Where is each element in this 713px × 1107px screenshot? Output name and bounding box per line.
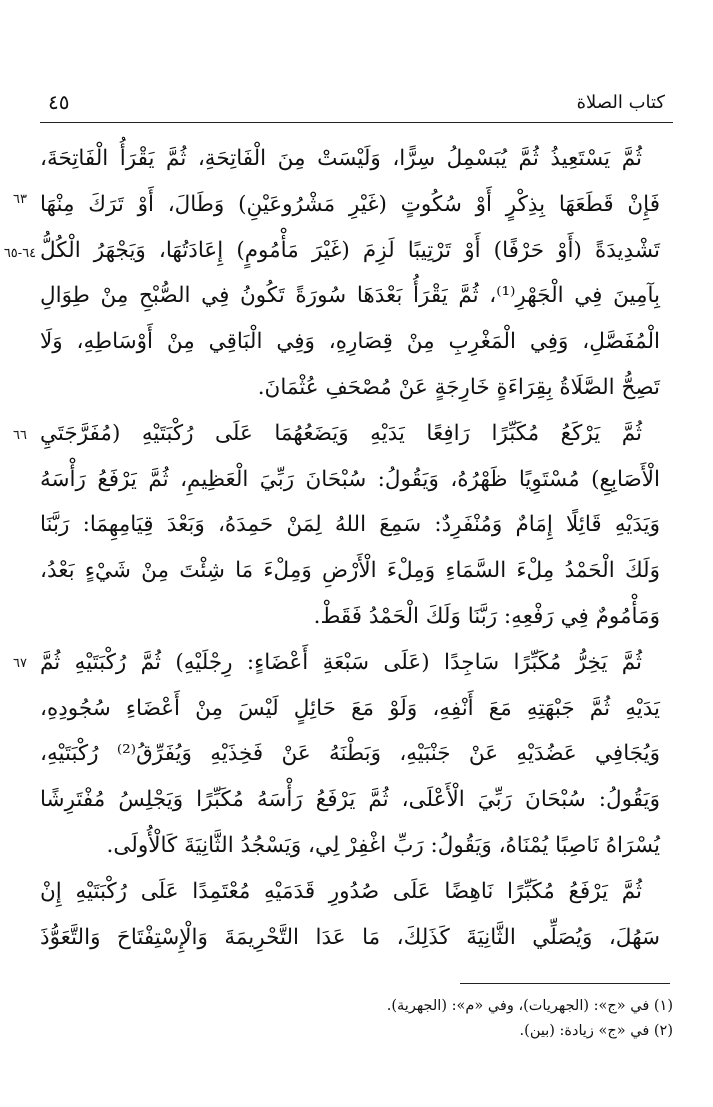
text-line: وَيَقُولُ: سُبْحَانَ رَبِّيَ الْأَعْلَى، ثُمَّ يَرْفَعُ رَأْسَهُ مُكَبِّرًا وَيَجْلِسُ مُفْتَرِشًا (40, 787, 660, 813)
text-line: الْأَصَابِعِ) مُسْتَوِيًا ظَهْرُهُ، وَيَقُولُ: سُبْحَانَ رَبِّيَ الْعَظِيمِ، ثُمَّ يَرْفَعُ رَأْسَهُ (40, 466, 660, 492)
text-line: بِآمِينَ فِي الْجَهْرِ⁽¹⁾، ثُمَّ يَقْرَأُ بَعْدَهَا سُورَةً تَكُونُ فِي الصُّبْحِ مِنْ طِوَالِ (40, 283, 660, 309)
text-line: يُسْرَاهُ نَاصِبًا يُمْنَاهُ، وَيَقُولُ: رَبِّ اغْفِرْ لِي، وَيَسْجُدُ الثَّانِيَةَ كَالْأُولَى. (106, 832, 660, 858)
margin-note: ٦٧ (13, 656, 27, 671)
text-line: فَإِنْ قَطَعَهَا بِذِكْرٍ أَوْ سُكُوتٍ (غَيْرِ مَشْرُوعَيْنِ) وَطَالَ، أَوْ تَرَكَ مِنْهَا (40, 191, 660, 217)
text-line: تَصِحُّ الصَّلَاةُ بِقِرَاءَةٍ خَارِجَةٍ عَنْ مُصْحَفِ عُثْمَانَ. (257, 374, 660, 400)
text-line: ثُمَّ يَرْفَعُ مُكَبِّرًا نَاهِضًا عَلَى صُدُورِ قَدَمَيْهِ مُعْتَمِدًا عَلَى رُكْبَتَيْهِ إِنْ (40, 878, 642, 904)
text-line: وَمَأْمُومٌ فِي رَفْعِهِ: رَبَّنَا وَلَكَ الْحَمْدُ فَقَطْ. (313, 603, 660, 629)
text-line: وَلَكَ الْحَمْدُ مِلْءَ السَّمَاءِ وَمِلْءَ الْأَرْضِ وَمِلْءَ مَا شِئْتَ مِنْ شَيْءٍ بَعْدُ، (40, 558, 660, 584)
text-line: ثُمَّ يَخِرُّ مُكَبِّرًا سَاجِدًا (عَلَى سَبْعَةِ أَعْضَاءٍ: رِجْلَيْهِ) ثُمَّ رُكْبَتَيْهِ ثُمَّ (40, 649, 642, 675)
margin-note: ٦٣ (13, 192, 27, 207)
margin-note: ٦٤-٦٥ (3, 246, 37, 261)
footnote-separator (460, 983, 670, 984)
footnotes (60, 994, 673, 1044)
footnote: (١) في «ج»: (الجهريات)، وفي «م»: (الجهرية). (386, 998, 673, 1014)
text-line: يَدَيْهِ ثُمَّ جَبْهَتِهِ مَعَ أَنْفِهِ، وَلَوْ مَعَ حَائِلٍ لَيْسَ مِنْ أَعْضَاءِ سُجُودِهِ، (40, 695, 660, 721)
page-number: ٤٥ (48, 90, 70, 114)
text-line: سَهُلَ، وَيُصَلِّي الثَّانِيَةَ كَذَلِكَ، مَا عَدَا التَّحْرِيمَةَ وَالْإِسْتِفْتَاحَ وَالتَّعَوُّذَ (40, 924, 660, 950)
chapter-title: كتاب الصلاة (576, 92, 665, 113)
text-line: وَيَدَيْهِ قَائِلًا إِمَامٌ وَمُنْفَرِدٌ: سَمِعَ اللهُ لِمَنْ حَمِدَهُ، وَبَعْدَ قِيَامِهِمَا: رَبَّنَا (40, 512, 660, 538)
text-line: الْمُفَصَّلِ، وَفِي الْمَغْرِبِ مِنْ قِصَارِهِ، وَفِي الْبَاقِي مِنْ أَوْسَاطِهِ، وَلَا (40, 329, 660, 355)
text-line: ثُمَّ يَسْتَعِيذُ ثُمَّ يُبَسْمِلُ سِرًّا، وَلَيْسَتْ مِنَ الْفَاتِحَةِ، ثُمَّ يَقْرَأُ الْفَاتِحَةَ، (40, 146, 642, 171)
margin-note: ٦٦ (13, 428, 27, 443)
main-text (40, 136, 660, 960)
text-line: وَيُجَافِي عَضُدَيْهِ عَنْ جَنْبَيْهِ، وَبَطْنَهُ عَنْ فَخِذَيْهِ وَيُفَرِّقُ⁽²⁾ رُكْبَتَيْهِ، (40, 741, 661, 767)
text-line: تَشْدِيدَةً (أَوْ حَرْفًا) أَوْ تَرْتِيبًا لَزِمَ (غَيْرَ مَأْمُومٍ) إِعَادَتُهَا، وَيَجْهَرُ الْكُلُّ (40, 237, 660, 263)
text-line: ثُمَّ يَرْكَعُ مُكَبِّرًا رَافِعًا يَدَيْهِ وَيَضَعُهُمَا عَلَى رُكْبَتَيْهِ (مُفَرَّجَتَيِ (40, 420, 642, 446)
footnote: (٢) في «ج» زيادة: (بين). (519, 1023, 673, 1039)
running-header (40, 86, 673, 123)
